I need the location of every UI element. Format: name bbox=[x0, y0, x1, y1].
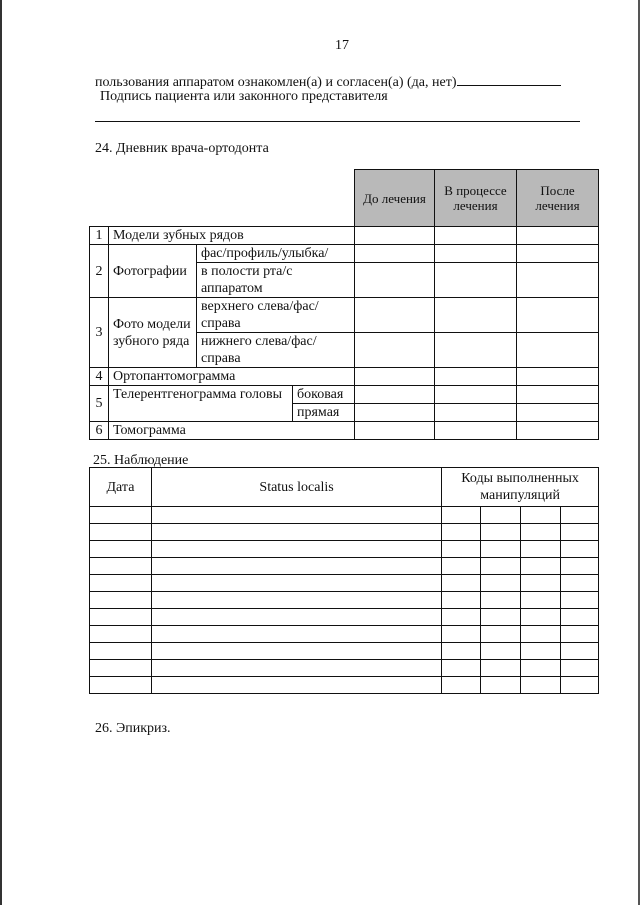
observation-cell[interactable] bbox=[151, 507, 441, 524]
observation-cell[interactable] bbox=[151, 558, 441, 575]
observation-cell[interactable] bbox=[481, 507, 521, 524]
cell-blank bbox=[517, 422, 599, 440]
row-sublabel: боковая bbox=[293, 386, 355, 404]
cell-blank bbox=[435, 298, 517, 333]
row-label: Телерентгенограмма головы bbox=[109, 386, 293, 422]
observation-cell[interactable] bbox=[90, 643, 152, 660]
observation-cell[interactable] bbox=[151, 524, 441, 541]
observation-cell[interactable] bbox=[561, 507, 599, 524]
observation-cell[interactable] bbox=[90, 558, 152, 575]
table-row bbox=[90, 609, 599, 626]
observation-cell[interactable] bbox=[442, 626, 481, 643]
section-26-title: 26. Эпикриз. bbox=[95, 721, 171, 736]
col-after-treatment: После лечения bbox=[517, 170, 599, 227]
signature-label: Подпись пациента или законного представителя bbox=[100, 89, 388, 104]
cell-blank bbox=[355, 368, 435, 386]
observation-cell[interactable] bbox=[561, 592, 599, 609]
col-during-treatment: В процессе лечения bbox=[435, 170, 517, 227]
table-row bbox=[90, 558, 599, 575]
cell-blank bbox=[355, 298, 435, 333]
page-number: 17 bbox=[335, 38, 349, 53]
section-24-title: 24. Дневник врача-ортодонта bbox=[95, 141, 269, 156]
observation-cell[interactable] bbox=[442, 660, 481, 677]
observation-cell[interactable] bbox=[90, 592, 152, 609]
table-row bbox=[90, 660, 599, 677]
row-number: 2 bbox=[90, 245, 109, 298]
observation-cell[interactable] bbox=[90, 524, 152, 541]
observation-cell[interactable] bbox=[90, 660, 152, 677]
observation-cell[interactable] bbox=[151, 575, 441, 592]
observation-cell[interactable] bbox=[561, 609, 599, 626]
observation-cell[interactable] bbox=[442, 592, 481, 609]
row-label: Ортопантомограмма bbox=[109, 368, 355, 386]
table-row bbox=[90, 677, 599, 694]
observation-cell[interactable] bbox=[442, 558, 481, 575]
cell-blank bbox=[435, 386, 517, 404]
observation-cell[interactable] bbox=[561, 626, 599, 643]
cell-blank bbox=[435, 245, 517, 263]
orthodontist-diary-table bbox=[89, 169, 599, 440]
row-sublabel: прямая bbox=[293, 404, 355, 422]
cell-blank bbox=[355, 404, 435, 422]
table-row bbox=[90, 541, 599, 558]
cell-blank bbox=[435, 227, 517, 245]
observation-cell[interactable] bbox=[481, 592, 521, 609]
col-status-localis: Status localis bbox=[151, 468, 441, 507]
page-edge bbox=[0, 0, 2, 905]
cell-blank bbox=[355, 227, 435, 245]
observation-cell[interactable] bbox=[481, 643, 521, 660]
cell-blank bbox=[355, 386, 435, 404]
row-number: 5 bbox=[90, 386, 109, 422]
row-number: 4 bbox=[90, 368, 109, 386]
header-blank bbox=[90, 170, 355, 227]
consent-answer-blank bbox=[457, 73, 561, 86]
observation-cell[interactable] bbox=[481, 541, 521, 558]
observation-cell[interactable] bbox=[151, 626, 441, 643]
observation-cell[interactable] bbox=[442, 643, 481, 660]
cell-blank bbox=[517, 298, 599, 333]
row-label: Томограмма bbox=[109, 422, 355, 440]
cell-blank bbox=[435, 422, 517, 440]
observation-cell[interactable] bbox=[481, 609, 521, 626]
observation-cell[interactable] bbox=[90, 575, 152, 592]
col-manipulation-codes: Коды выполненных манипуляций bbox=[442, 468, 599, 507]
observation-cell[interactable] bbox=[521, 524, 561, 541]
observation-cell[interactable] bbox=[521, 643, 561, 660]
observation-cell[interactable] bbox=[442, 609, 481, 626]
observation-cell[interactable] bbox=[561, 660, 599, 677]
row-number: 1 bbox=[90, 227, 109, 245]
table-row bbox=[90, 643, 599, 660]
row-number: 6 bbox=[90, 422, 109, 440]
row-label: Фото модели зубного ряда bbox=[109, 298, 197, 368]
cell-blank bbox=[517, 368, 599, 386]
table-row bbox=[90, 575, 599, 592]
observation-cell[interactable] bbox=[561, 524, 599, 541]
observation-cell[interactable] bbox=[521, 507, 561, 524]
cell-blank bbox=[517, 333, 599, 368]
observation-cell[interactable] bbox=[521, 660, 561, 677]
observation-cell[interactable] bbox=[521, 609, 561, 626]
observation-cell[interactable] bbox=[151, 592, 441, 609]
row-label: Фотографии bbox=[109, 245, 197, 298]
table-row bbox=[90, 524, 599, 541]
row-sublabel: нижнего слева/фас/справа bbox=[197, 333, 355, 368]
observation-cell[interactable] bbox=[90, 541, 152, 558]
observation-cell[interactable] bbox=[151, 660, 441, 677]
table-row bbox=[90, 626, 599, 643]
observation-rows bbox=[90, 507, 599, 694]
observation-cell[interactable] bbox=[481, 626, 521, 643]
observation-cell[interactable] bbox=[90, 626, 152, 643]
observation-cell[interactable] bbox=[442, 524, 481, 541]
col-date: Дата bbox=[90, 468, 152, 507]
observation-cell[interactable] bbox=[442, 507, 481, 524]
observation-cell[interactable] bbox=[561, 677, 599, 694]
observation-cell[interactable] bbox=[521, 626, 561, 643]
row-sublabel: в полости рта/с аппаратом bbox=[197, 263, 355, 298]
signature-line bbox=[95, 121, 580, 122]
observation-cell[interactable] bbox=[481, 575, 521, 592]
cell-blank bbox=[355, 263, 435, 298]
table-row bbox=[90, 592, 599, 609]
observation-cell[interactable] bbox=[442, 575, 481, 592]
observation-cell[interactable] bbox=[481, 660, 521, 677]
cell-blank bbox=[517, 404, 599, 422]
observation-cell[interactable] bbox=[521, 541, 561, 558]
observation-cell[interactable] bbox=[90, 507, 152, 524]
observation-cell[interactable] bbox=[561, 541, 599, 558]
row-sublabel: фас/профиль/улыбка/ bbox=[197, 245, 355, 263]
observation-cell[interactable] bbox=[561, 643, 599, 660]
observation-cell[interactable] bbox=[561, 575, 599, 592]
observation-cell[interactable] bbox=[481, 558, 521, 575]
observation-cell[interactable] bbox=[442, 677, 481, 694]
consent-text: пользования аппаратом ознакомлен(а) и согласен(а) (да, нет) bbox=[95, 75, 457, 90]
observation-cell[interactable] bbox=[481, 524, 521, 541]
row-number: 3 bbox=[90, 298, 109, 368]
observation-table bbox=[89, 467, 599, 694]
observation-cell[interactable] bbox=[90, 677, 152, 694]
observation-cell[interactable] bbox=[151, 643, 441, 660]
cell-blank bbox=[355, 333, 435, 368]
col-before-treatment: До лечения bbox=[355, 170, 435, 227]
row-sublabel: верхнего слева/фас/справа bbox=[197, 298, 355, 333]
cell-blank bbox=[435, 368, 517, 386]
section-25-title: 25. Наблюдение bbox=[93, 453, 189, 468]
observation-cell[interactable] bbox=[521, 575, 561, 592]
table-row bbox=[90, 507, 599, 524]
observation-cell[interactable] bbox=[561, 558, 599, 575]
row-label: Модели зубных рядов bbox=[109, 227, 355, 245]
observation-cell[interactable] bbox=[521, 592, 561, 609]
observation-cell[interactable] bbox=[521, 677, 561, 694]
cell-blank bbox=[517, 263, 599, 298]
observation-cell[interactable] bbox=[90, 609, 152, 626]
cell-blank bbox=[435, 263, 517, 298]
cell-blank bbox=[517, 386, 599, 404]
cell-blank bbox=[435, 333, 517, 368]
cell-blank bbox=[435, 404, 517, 422]
cell-blank bbox=[355, 245, 435, 263]
cell-blank bbox=[517, 245, 599, 263]
observation-cell[interactable] bbox=[481, 677, 521, 694]
observation-cell[interactable] bbox=[442, 541, 481, 558]
observation-cell[interactable] bbox=[151, 677, 441, 694]
cell-blank bbox=[517, 227, 599, 245]
cell-blank bbox=[355, 422, 435, 440]
observation-cell[interactable] bbox=[151, 609, 441, 626]
observation-cell[interactable] bbox=[521, 558, 561, 575]
observation-cell[interactable] bbox=[151, 541, 441, 558]
